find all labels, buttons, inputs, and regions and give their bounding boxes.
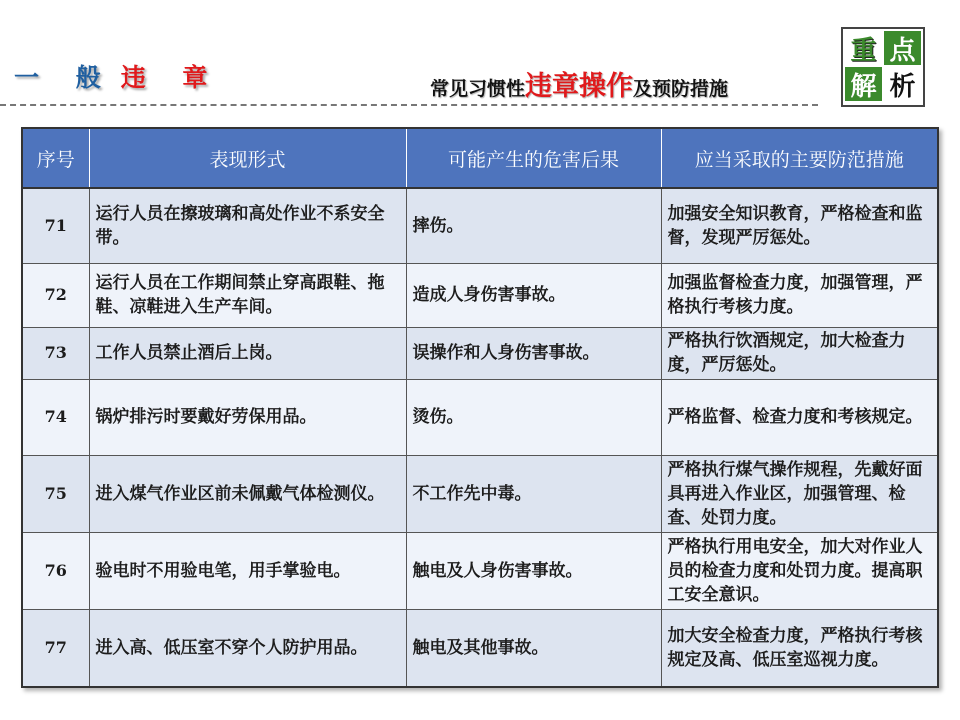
key-analysis-badge xyxy=(841,27,925,107)
row-number: 77 xyxy=(22,609,89,687)
row-number: 76 xyxy=(22,532,89,609)
row-number: 72 xyxy=(22,263,89,327)
row-harm: 触电及人身伤害事故。 xyxy=(406,532,661,609)
table-row xyxy=(22,188,938,263)
table-row xyxy=(22,379,938,455)
row-form: 运行人员在工作期间禁止穿高跟鞋、拖鞋、凉鞋进入生产车间。 xyxy=(89,263,406,327)
row-measure: 加强监督检查力度，加强管理，严格执行考核力度。 xyxy=(661,263,938,327)
row-harm: 烫伤。 xyxy=(406,379,661,455)
page-title xyxy=(430,64,728,103)
table-header-row xyxy=(22,128,938,188)
row-measure: 严格执行用电安全，加大对作业人员的检查力度和处罚力度。提高职工安全意识。 xyxy=(661,532,938,609)
row-measure: 加强安全知识教育，严格检查和监督，发现严厉惩处。 xyxy=(661,188,938,263)
row-number: 71 xyxy=(22,188,89,263)
column-header-form: 表现形式 xyxy=(89,128,406,188)
row-measure: 加大安全检查力度，严格执行考核规定及高、低压室巡视力度。 xyxy=(661,609,938,687)
badge-char-1: 重 xyxy=(845,31,882,65)
row-form: 工作人员禁止酒后上岗。 xyxy=(89,327,406,379)
table-row xyxy=(22,455,938,532)
row-form: 运行人员在擦玻璃和高处作业不系安全带。 xyxy=(89,188,406,263)
column-header-measure: 应当采取的主要防范措施 xyxy=(661,128,938,188)
row-number: 74 xyxy=(22,379,89,455)
section-title-general: 一 般 xyxy=(14,63,115,92)
row-harm: 不工作先中毒。 xyxy=(406,455,661,532)
page-title-highlight: 违章操作 xyxy=(525,71,634,102)
header-divider xyxy=(0,104,818,106)
row-measure: 严格执行煤气操作规程，先戴好面具再进入作业区，加强管理、检查、处罚力度。 xyxy=(661,455,938,532)
section-title-violation: 违 章 xyxy=(120,63,222,92)
row-form: 验电时不用验电笔，用手掌验电。 xyxy=(89,532,406,609)
row-harm: 误操作和人身伤害事故。 xyxy=(406,327,661,379)
row-number: 75 xyxy=(22,455,89,532)
section-title xyxy=(14,58,221,92)
column-header-number: 序号 xyxy=(22,128,89,188)
page-title-part1: 常见习惯性 xyxy=(430,78,526,100)
row-form: 进入高、低压室不穿个人防护用品。 xyxy=(89,609,406,687)
table-row xyxy=(22,532,938,609)
badge-char-2: 点 xyxy=(884,31,921,65)
row-harm: 触电及其他事故。 xyxy=(406,609,661,687)
badge-char-4: 析 xyxy=(884,67,921,101)
row-form: 进入煤气作业区前未佩戴气体检测仪。 xyxy=(89,455,406,532)
table-row xyxy=(22,609,938,687)
table-row xyxy=(22,327,938,379)
row-form: 锅炉排污时要戴好劳保用品。 xyxy=(89,379,406,455)
table-row xyxy=(22,263,938,327)
row-harm: 造成人身伤害事故。 xyxy=(406,263,661,327)
violation-table xyxy=(21,127,939,688)
page-title-part3: 及预防措施 xyxy=(633,78,729,100)
badge-char-3: 解 xyxy=(845,67,882,101)
row-number: 73 xyxy=(22,327,89,379)
row-measure: 严格监督、检查力度和考核规定。 xyxy=(661,379,938,455)
slide-header xyxy=(0,0,960,110)
row-measure: 严格执行饮酒规定，加大检查力度，严厉惩处。 xyxy=(661,327,938,379)
row-harm: 摔伤。 xyxy=(406,188,661,263)
column-header-harm: 可能产生的危害后果 xyxy=(406,128,661,188)
